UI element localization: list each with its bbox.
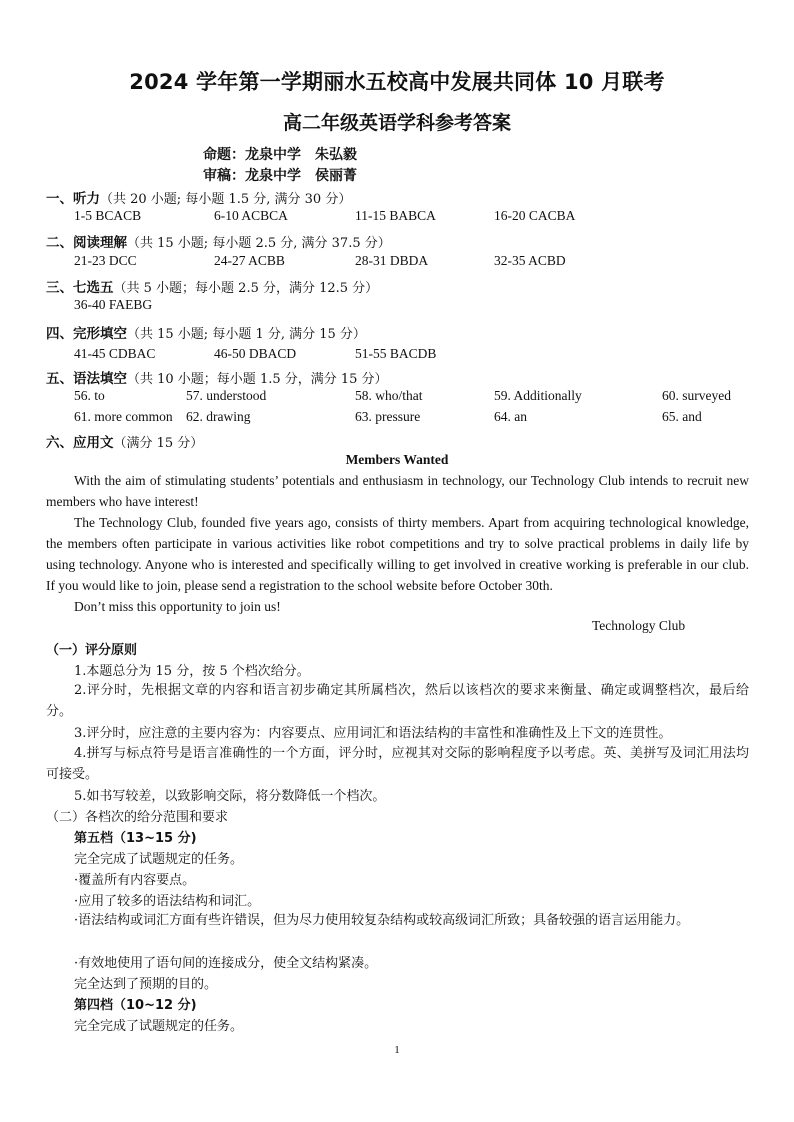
grammar-answer: 56. to bbox=[74, 388, 105, 403]
grading-rule: 5.如书写较差，以致影响交际，将分数降低一个档次。 bbox=[74, 789, 386, 804]
grammar-answer: 63. pressure bbox=[355, 409, 421, 424]
answer-group: 21-23 DCC bbox=[74, 253, 137, 268]
grading-principles-heading: （一）评分原则 bbox=[46, 643, 138, 658]
level-5-item: ·语法结构或词汇方面有些许错误，但为尽力使用较复杂结构或较高级词汇所致；具备较强的语言运用能力。 bbox=[74, 913, 690, 928]
section-label: 五、语法填空 bbox=[46, 371, 127, 387]
section-detail: （共 20 小题; 每小题 1.5 分, 满分 30 分） bbox=[100, 192, 352, 207]
grammar-answer: 65. and bbox=[662, 409, 702, 424]
section-listening-header bbox=[46, 187, 351, 207]
grading-rule: 3.评分时，应注意的主要内容为：内容要点、应用词汇和语法结构的丰富性和准确性及上下文的连贯性。 bbox=[74, 726, 672, 741]
level-4-title: 第四档（10~12 分) bbox=[74, 998, 197, 1013]
grammar-answer: 64. an bbox=[494, 409, 527, 424]
answer-group: 36-40 FAEBG bbox=[74, 297, 153, 312]
grading-rule: 2.评分时，先根据文章的内容和语言初步确定其所属档次，然后以该档次的要求来衡量、确定或调整档次，最后给分。 bbox=[46, 683, 749, 719]
grammar-answer: 60. surveyed bbox=[662, 388, 731, 403]
page-number: 1 bbox=[394, 1044, 400, 1056]
section-label: 一、听力 bbox=[46, 191, 100, 207]
essay-paragraph: With the aim of stimulating students’ potentials and enthusiasm in technology, our Technology Club intends to recruit new members who have interest! bbox=[46, 473, 749, 509]
section-detail: （共 15 小题; 每小题 2.5 分, 满分 37.5 分） bbox=[127, 236, 391, 251]
essay-signature: Technology Club bbox=[592, 618, 686, 633]
section-seven-choose-five-header bbox=[46, 276, 378, 296]
author-line: 命题：龙泉中学 朱弘毅 bbox=[203, 147, 357, 163]
grammar-answer: 62. drawing bbox=[186, 409, 251, 424]
answer-group: 41-45 CDBAC bbox=[74, 346, 156, 361]
section-writing-header bbox=[46, 431, 203, 451]
answer-group: 51-55 BACDB bbox=[355, 346, 437, 361]
section-label: 六、应用文 bbox=[46, 435, 114, 451]
essay-paragraph: The Technology Club, founded five years ago, consists of thirty members. Apart from acquiring technological knowledge, the members often participate in various activities like robot competitions and try to solve practical problems in daily life by using technology. Anyone who is interested and specifically willing to get involved in creative working is preferable in our club. If you would like to join, please send a registration to the school website before October 30th. bbox=[46, 515, 749, 593]
answer-group: 1-5 BCACB bbox=[74, 208, 142, 223]
level-4-item: 完全完成了试题规定的任务。 bbox=[74, 1019, 244, 1034]
answer-group: 16-20 CACBA bbox=[494, 208, 576, 223]
section-detail: （共 5 小题；每小题 2.5 分，满分 12.5 分） bbox=[113, 281, 379, 296]
level-5-item: 完全达到了预期的目的。 bbox=[74, 977, 218, 992]
section-detail: （共 10 小题；每小题 1.5 分，满分 15 分） bbox=[127, 372, 388, 387]
answer-group: 28-31 DBDA bbox=[355, 253, 429, 268]
section-label: 四、完形填空 bbox=[46, 326, 127, 342]
reviewer-line: 审稿：龙泉中学 侯丽菁 bbox=[203, 168, 357, 184]
grammar-answer: 57. understood bbox=[186, 388, 267, 403]
grammar-answer: 59. Additionally bbox=[494, 388, 582, 403]
answer-group: 32-35 ACBD bbox=[494, 253, 566, 268]
grading-rule: 1.本题总分为 15 分，按 5 个档次给分。 bbox=[74, 664, 310, 679]
grammar-answer: 61. more common bbox=[74, 409, 173, 424]
level-5-item: 完全完成了试题规定的任务。 bbox=[74, 852, 244, 867]
level-5-item: ·应用了较多的语法结构和词汇。 bbox=[74, 894, 261, 909]
answer-group: 46-50 DBACD bbox=[214, 346, 297, 361]
grammar-answer: 58. who/that bbox=[355, 388, 423, 403]
section-detail: （满分 15 分） bbox=[113, 436, 204, 451]
section-detail: （共 15 小题; 每小题 1 分, 满分 15 分） bbox=[127, 327, 366, 342]
section-reading-header bbox=[46, 231, 391, 251]
essay-paragraph: Don’t miss this opportunity to join us! bbox=[74, 599, 281, 614]
answer-group: 11-15 BABCA bbox=[355, 208, 436, 223]
level-5-title: 第五档（13~15 分) bbox=[74, 831, 197, 846]
grading-rule: 4.拼写与标点符号是语言准确性的一个方面，评分时，应视其对交际的影响程度予以考虑。英、美拼写及词汇用法均可接受。 bbox=[46, 746, 749, 782]
answer-group: 24-27 ACBB bbox=[214, 253, 285, 268]
section-label: 二、阅读理解 bbox=[46, 235, 127, 251]
grading-levels-heading: （二）各档次的给分范围和要求 bbox=[46, 810, 229, 825]
page-subtitle: 高二年级英语学科参考答案 bbox=[282, 112, 511, 134]
section-cloze-header bbox=[46, 322, 366, 342]
level-5-item: ·覆盖所有内容要点。 bbox=[74, 873, 196, 888]
level-5-item: ·有效地使用了语句间的连接成分，使全文结构紧凑。 bbox=[74, 956, 378, 971]
answer-group: 6-10 ACBCA bbox=[214, 208, 288, 223]
section-grammar-header bbox=[46, 367, 388, 387]
section-label: 三、七选五 bbox=[46, 280, 114, 296]
page-title: 2024 学年第一学期丽水五校高中发展共同体 10 月联考 bbox=[129, 70, 665, 94]
essay-title: Members Wanted bbox=[345, 452, 449, 467]
